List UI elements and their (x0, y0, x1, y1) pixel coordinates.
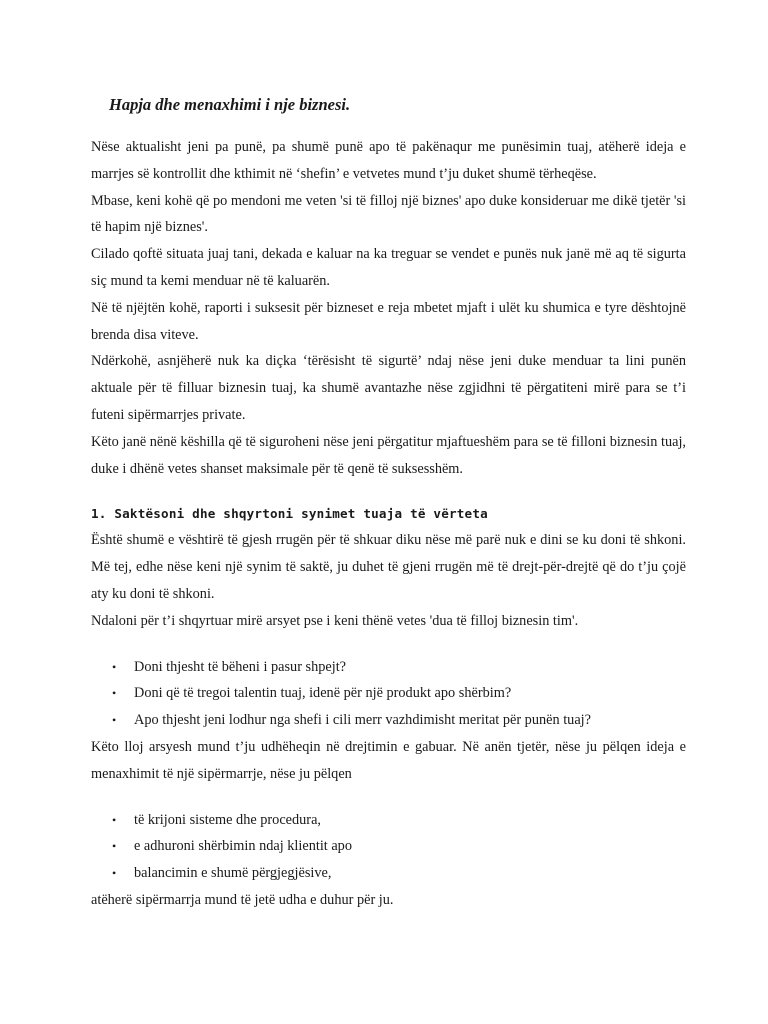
bullet-icon: • (112, 686, 117, 701)
list-item-text: balancimin e shumë përgjegjësive, (134, 865, 332, 882)
intro-paragraph-3: Cilado qoftë situata juaj tani, dekada e kaluar na ka treguar se vendet e punës nuk janë më aq të sigurta siç mund ta kemi menduar në të kaluarën. (91, 246, 686, 289)
bullet-icon: • (112, 866, 117, 881)
preference-list (91, 807, 686, 887)
list-item (112, 860, 686, 887)
bullet-icon: • (112, 812, 117, 827)
middle-paragraph: Këto lloj arsyesh mund t’ju udhëheqin në drejtimin e gabuar. Në anën tjetër, nëse ju pëlqen ideja e menaxhimit të një sipërmarrje, nëse ju pëlqen (91, 738, 686, 782)
list-item (112, 833, 686, 860)
section-paragraph-2: Ndaloni për t’i shqyrtuar mirë arsyet pse i keni thënë vetes 'dua të filloj biznesin tim'. (91, 612, 579, 629)
bullet-icon: • (112, 659, 117, 674)
list-item-text: Doni thjesht të bëheni i pasur shpejt? (134, 658, 347, 675)
list-item (112, 807, 686, 834)
intro-paragraph-4: Në të njëjtën kohë, raporti i suksesit për bizneset e reja mbetet mjaft i ulët ku shumica e tyre dështojnë brenda disa viteve. (91, 299, 686, 343)
section-paragraph-1: Është shumë e vështirë të gjesh rrugën për të shkuar diku nëse më parë nuk e dini se ku doni të shkoni. Më tej, edhe nëse keni një synim të saktë, ju duhet të gjeni rrugën më të drejt-për-drejtë që do t’ju çojë aty ku doni të shkoni. (91, 532, 686, 602)
list-item-text: të krijoni sisteme dhe procedura, (134, 811, 321, 828)
list-item (112, 680, 686, 707)
section-heading: 1. Saktësoni dhe shqyrtoni synimet tuaja të vërteta (91, 506, 488, 522)
intro-paragraph-2: Mbase, keni kohë që po mendoni me veten 'si të filloj një biznes' apo duke konsideruar me dikë tjetër 'si të hapim një biznes'. (91, 192, 686, 236)
intro-paragraph-6: Këto janë nënë këshilla që të siguroheni nëse jeni përgatitur mjaftueshëm para se të filloni biznesin tuaj, duke i dhënë vetes shanset maksimale për të qenë të suksesshëm. (91, 433, 686, 477)
list-item-text: e adhuroni shërbimin ndaj klientit apo (134, 838, 352, 855)
closing-paragraph: atëherë sipërmarrja mund të jetë udha e duhur për ju. (91, 891, 394, 908)
list-item (112, 707, 686, 734)
list-item (112, 654, 686, 681)
intro-paragraph-5: Ndërkohë, asnjëherë nuk ka diçka ‘tërësisht të sigurtë’ ndaj nëse jeni duke menduar ta lini punën aktuale për të filluar biznesin tuaj, ka shumë avantazhe nëse zgjidhni të përgatiteni mirë para se t’i futeni sipërmarrjes private. (91, 353, 686, 423)
bullet-icon: • (112, 713, 117, 728)
bullet-icon: • (112, 839, 117, 854)
document-title: Hapja dhe menaxhimi i nje biznesi. (109, 95, 351, 114)
list-item-text: Apo thjesht jeni lodhur nga shefi i cili merr vazhdimisht meritat për punën tuaj? (134, 712, 591, 729)
intro-paragraph-1: Nëse aktualisht jeni pa punë, pa shumë punë apo të pakënaqur me punësimin tuaj, atëherë ideja e marrjes së kontrollit dhe kthimit në ‘shefin’ e vetvetes mund t’ju duket shumë tërheqëse. (91, 139, 686, 182)
question-list (91, 654, 686, 734)
list-item-text: Doni që të tregoi talentin tuaj, idenë për një produkt apo shërbim? (134, 685, 512, 702)
